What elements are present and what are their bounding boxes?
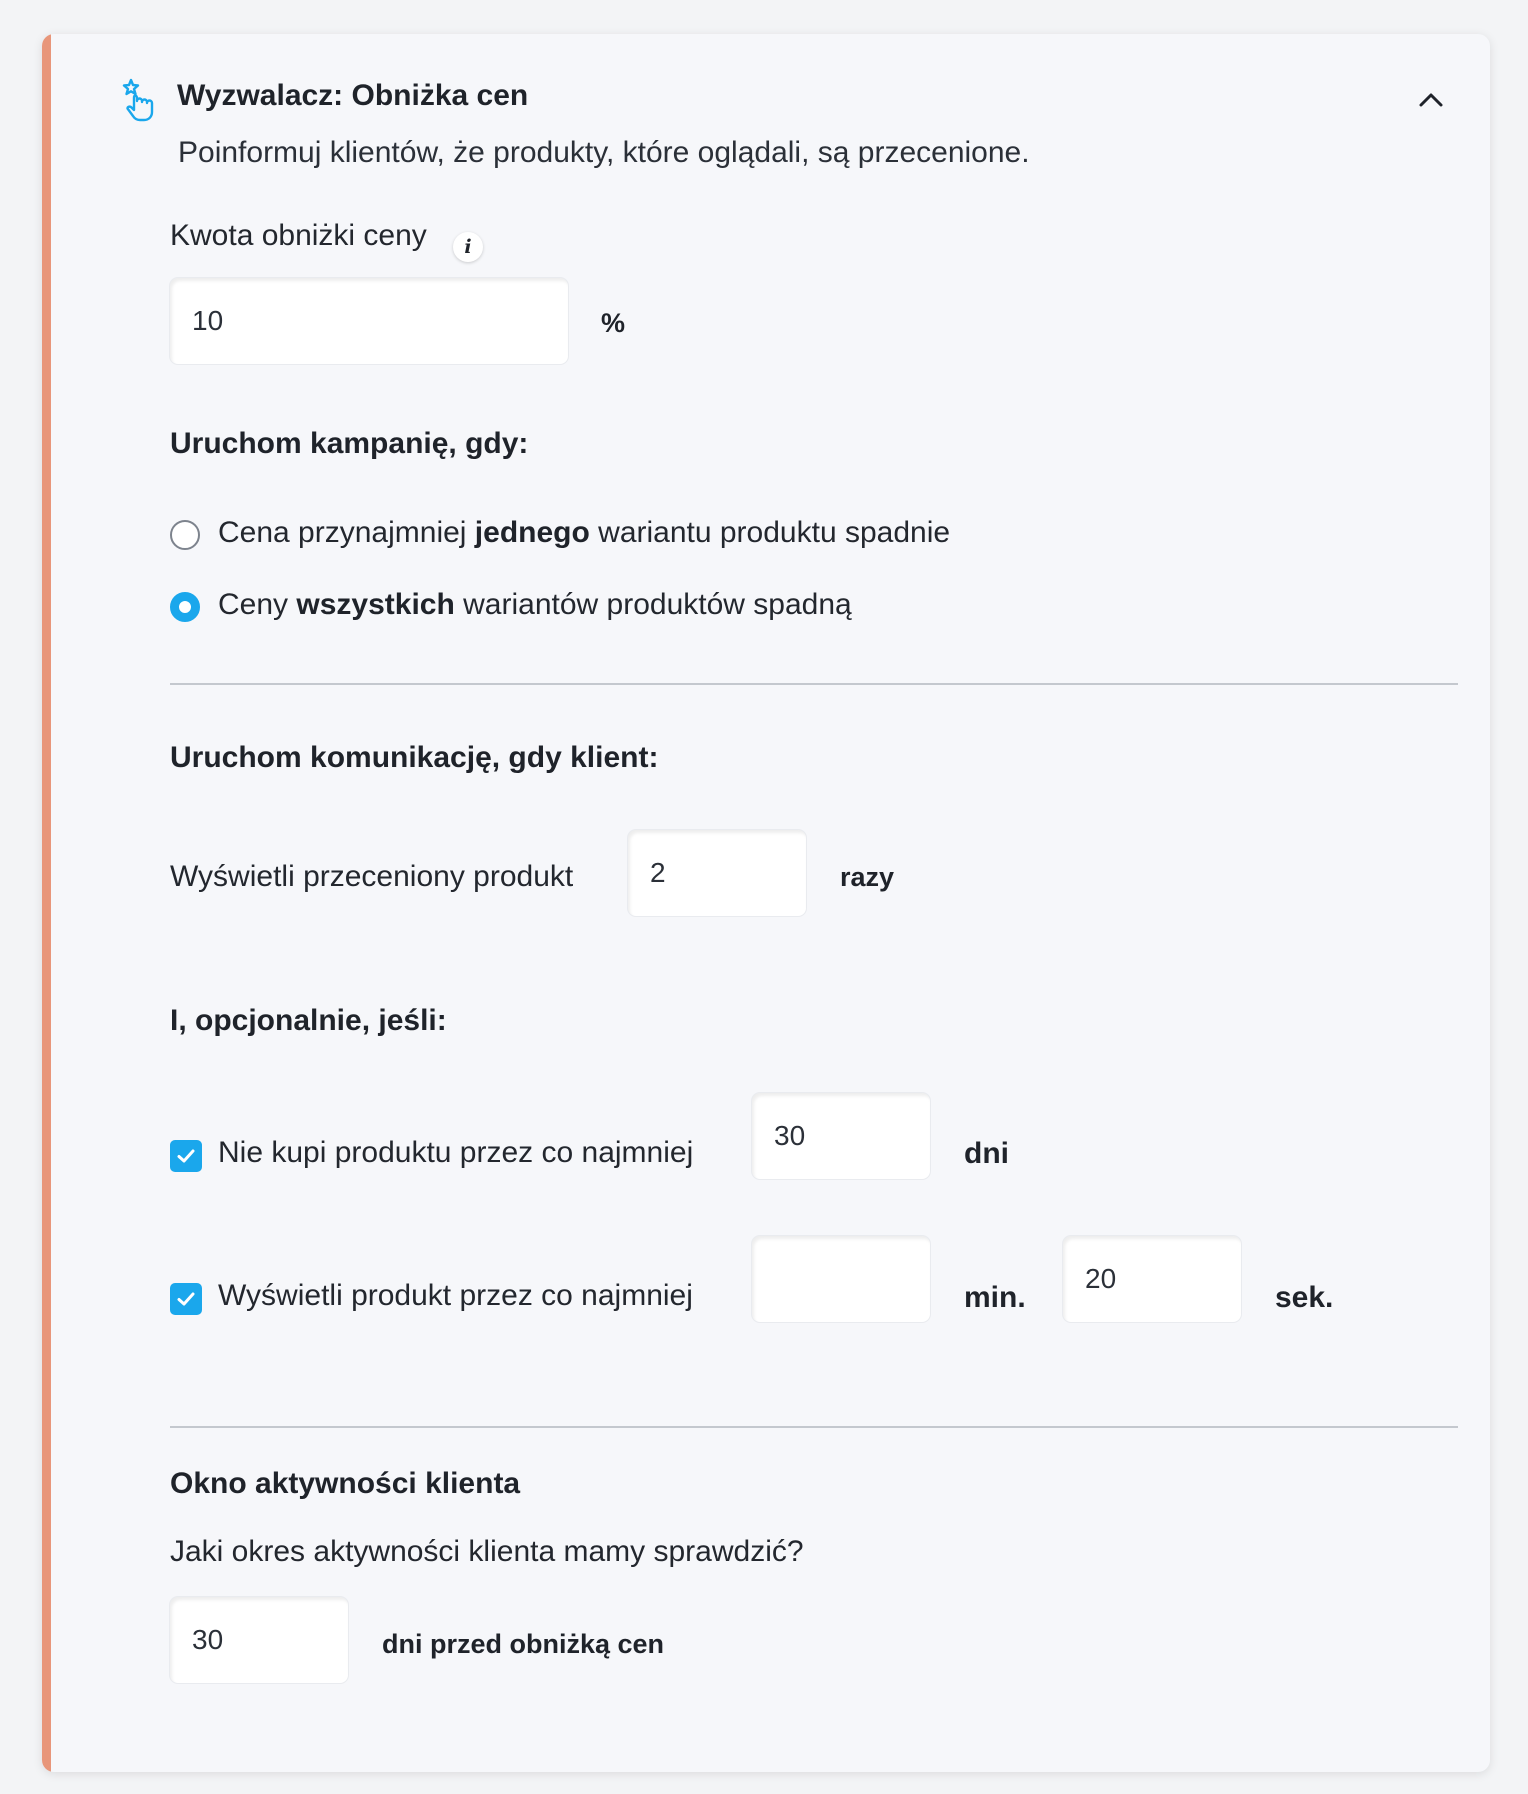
card-title: Wyzwalacz: Obniżka cen [177,79,529,112]
radio-all-variants[interactable] [170,592,200,622]
chevron-up-icon [1409,78,1453,122]
views-unit: razy [840,862,895,892]
trigger-card [42,34,1490,1772]
minutes-unit: min. [964,1281,1026,1314]
option-text: wariantu produktu spadnie [589,516,951,549]
discount-unit: % [601,308,626,338]
option-text: Ceny [218,588,297,621]
activity-question: Jaki okres aktywności klienta mamy sprawdzić? [170,1535,804,1568]
communication-heading: Uruchom komunikację, gdy klient: [170,741,659,774]
info-icon[interactable]: i [453,232,483,262]
pointer-click-icon [119,76,159,122]
activity-days-input[interactable] [170,1597,348,1683]
activity-heading: Okno aktywności klienta [170,1467,521,1500]
option-text: wariantów produktów spadną [454,588,852,621]
card-subtitle: Poinformuj klientów, że produkty, które oglądali, są przecenione. [178,136,1030,169]
view-time-seconds-input[interactable] [1063,1236,1241,1322]
checkmark-icon [175,1288,197,1310]
activity-unit: dni przed obniżką cen [382,1629,665,1659]
no-purchase-days-input[interactable] [752,1093,930,1179]
view-time-label[interactable]: Wyświetli produkt przez co najmniej [218,1279,693,1312]
optional-heading: I, opcjonalnie, jeśli: [170,1004,447,1037]
option-emphasis: wszystkich [296,588,455,621]
radio-all-variants-label[interactable] [218,585,852,624]
radio-one-variant-label[interactable] [218,513,950,552]
views-label: Wyświetli przeceniony produkt [170,860,574,893]
section-divider [170,683,1458,685]
collapse-button[interactable] [1409,78,1453,122]
option-text: Cena przynajmniej [218,516,475,549]
card-accent-bar [42,34,51,1772]
no-purchase-unit: dni [964,1137,1009,1170]
discount-amount-input[interactable] [170,278,568,364]
no-purchase-checkbox[interactable] [170,1140,202,1172]
section-divider [170,1426,1458,1428]
discount-label: Kwota obniżki ceny [170,219,427,252]
campaign-heading: Uruchom kampanię, gdy: [170,427,529,460]
checkmark-icon [175,1145,197,1167]
radio-one-variant[interactable] [170,520,200,550]
no-purchase-label[interactable]: Nie kupi produktu przez co najmniej [218,1136,694,1169]
views-count-input[interactable] [628,830,806,916]
view-time-checkbox[interactable] [170,1283,202,1315]
option-emphasis: jednego [474,516,590,549]
view-time-minutes-input[interactable] [752,1236,930,1322]
seconds-unit: sek. [1275,1281,1334,1314]
